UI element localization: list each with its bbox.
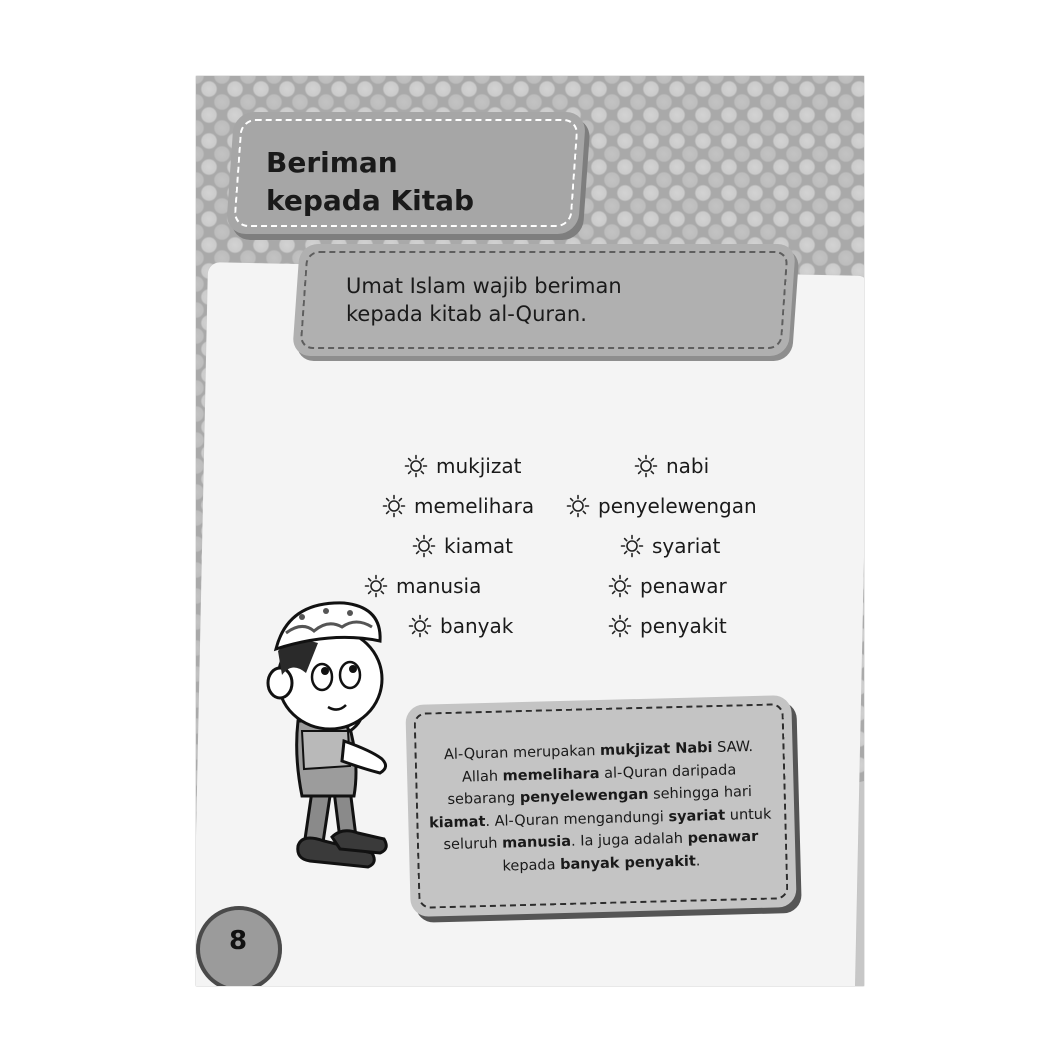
sun-icon <box>404 454 428 478</box>
info-text-segment: SAW. Allah <box>461 738 754 786</box>
info-keyword: penawar <box>687 828 759 847</box>
info-keyword: mukjizat Nabi <box>599 740 713 759</box>
info-keyword: memelihara <box>502 765 600 785</box>
intro-line-1: Umat Islam wajib beriman <box>346 274 622 298</box>
info-paragraph <box>426 736 773 880</box>
sun-icon <box>634 454 658 478</box>
boy-thinking-icon <box>232 591 412 891</box>
word-text: penyelewengan <box>598 494 757 518</box>
word-text: memelihara <box>414 494 535 518</box>
word-item <box>382 494 534 518</box>
word-item <box>620 534 720 558</box>
info-text-segment: . Al-Quran mengandungi <box>485 808 669 830</box>
word-text: penyakit <box>640 614 727 638</box>
info-keyword: banyak penyakit <box>559 853 697 873</box>
sun-icon <box>620 534 644 558</box>
info-text-segment: untuk seluruh <box>443 806 772 854</box>
word-text: banyak <box>440 614 514 638</box>
info-keyword: manusia <box>501 833 572 852</box>
intro-text <box>346 272 766 328</box>
book-page <box>196 76 864 986</box>
sun-icon <box>608 614 632 638</box>
info-keyword: penyelewengan <box>519 786 649 807</box>
title-line-2: kepada Kitab <box>266 184 475 217</box>
word-item <box>608 574 727 598</box>
info-keyword: kiamat <box>428 813 486 831</box>
word-item <box>566 494 757 518</box>
info-keyword: syariat <box>668 807 726 825</box>
word-item <box>412 534 513 558</box>
sun-icon <box>412 534 436 558</box>
word-item <box>408 614 513 638</box>
word-text: syariat <box>652 534 721 558</box>
info-text-segment: Al-Quran merupakan <box>443 742 601 764</box>
info-text-segment: al-Quran daripada sebarang <box>447 761 737 808</box>
intro-line-2: kepada kitab al-Quran. <box>346 302 587 326</box>
info-text-segment: . <box>695 852 701 870</box>
word-text: nabi <box>666 454 710 478</box>
word-item <box>608 614 727 638</box>
word-item <box>404 454 521 478</box>
word-text: penawar <box>640 574 727 598</box>
title-line-1: Beriman <box>266 146 398 179</box>
word-text: manusia <box>396 574 482 598</box>
sun-icon <box>566 494 590 518</box>
word-text: mukjizat <box>436 454 522 478</box>
word-text: kiamat <box>444 534 513 558</box>
info-text-segment: sehingga hari <box>648 784 753 803</box>
sun-icon <box>608 574 632 598</box>
info-text-segment: . Ia juga adalah <box>570 830 688 850</box>
page-number: 8 <box>228 926 248 956</box>
page-title <box>266 144 474 220</box>
sun-icon <box>382 494 406 518</box>
word-item <box>634 454 709 478</box>
info-text-segment: kepada <box>502 856 561 875</box>
